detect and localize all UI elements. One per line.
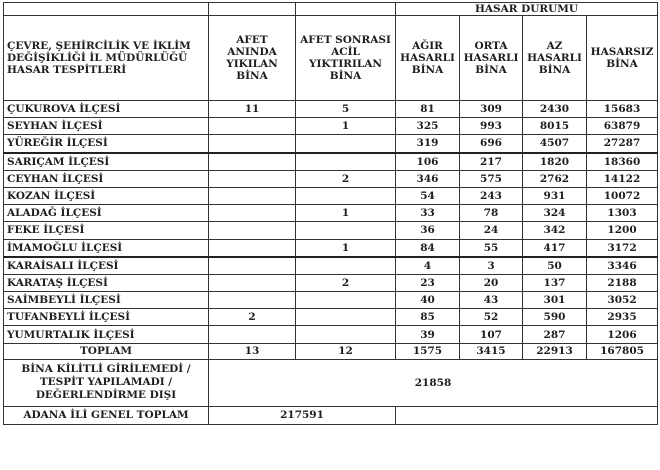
demolish-count: 2 (296, 274, 396, 291)
demolish-count: 1 (296, 239, 396, 257)
heavy-count: 346 (396, 170, 460, 187)
grand-total-empty (396, 406, 658, 424)
light-count: 2430 (523, 101, 587, 118)
undamaged-count: 63879 (587, 118, 658, 135)
heavy-count: 84 (396, 239, 460, 257)
header-empty-2 (209, 3, 296, 16)
collapsed-count (209, 326, 296, 343)
heavy-count: 33 (396, 205, 460, 222)
heavy-count: 39 (396, 326, 460, 343)
district-name: KARATAŞ İLÇESİ (4, 274, 209, 291)
undamaged-count: 10072 (587, 187, 658, 204)
undamaged-count: 3346 (587, 257, 658, 275)
district-name: ÇUKUROVA İLÇESİ (4, 101, 209, 118)
inaccessible-label: BİNA KİLİTLİ GİRİLEMEDİ / TESPİT YAPILAMADI / DEĞERLENDİRME DIŞI (4, 359, 209, 406)
medium-count: 43 (460, 292, 523, 309)
undamaged-header: HASARSIZ BİNA (587, 16, 658, 101)
district-row (4, 222, 658, 239)
district-rows (4, 101, 658, 344)
heavy-count: 4 (396, 257, 460, 275)
district-row (4, 101, 658, 118)
collapsed-count: 11 (209, 101, 296, 118)
undamaged-count: 27287 (587, 135, 658, 153)
district-name: SARIÇAM İLÇESİ (4, 153, 209, 171)
medium-count: 3 (460, 257, 523, 275)
light-count: 1820 (523, 153, 587, 171)
medium-count: 575 (460, 170, 523, 187)
undamaged-count: 15683 (587, 101, 658, 118)
collapsed-count (209, 292, 296, 309)
medium-count: 52 (460, 309, 523, 326)
total-heavy: 1575 (396, 343, 460, 359)
medium-count: 24 (460, 222, 523, 239)
medium-count: 20 (460, 274, 523, 291)
district-row (4, 292, 658, 309)
undamaged-count: 18360 (587, 153, 658, 171)
total-undamaged: 167805 (587, 343, 658, 359)
demolish-count: 2 (296, 170, 396, 187)
district-row (4, 274, 658, 291)
damage-status-group-header: HASAR DURUMU (396, 3, 658, 16)
light-count: 4507 (523, 135, 587, 153)
collapsed-count (209, 222, 296, 239)
heavy-count: 325 (396, 118, 460, 135)
grand-total-row (4, 406, 658, 424)
collapsed-count: 2 (209, 309, 296, 326)
light-count: 287 (523, 326, 587, 343)
district-name: KARAİSALI İLÇESİ (4, 257, 209, 275)
district-row (4, 257, 658, 275)
heavy-count: 40 (396, 292, 460, 309)
district-row (4, 170, 658, 187)
header-empty-3 (296, 3, 396, 16)
header-main-row (4, 16, 658, 101)
demolish-count (296, 153, 396, 171)
medium-count: 78 (460, 205, 523, 222)
collapsed-count (209, 205, 296, 222)
district-name: KOZAN İLÇESİ (4, 187, 209, 204)
light-damage-header: AZ HASARLI BİNA (523, 16, 587, 101)
heavy-damage-header: AĞIR HASARLI BİNA (396, 16, 460, 101)
district-name: ALADAĞ İLÇESİ (4, 205, 209, 222)
light-count: 590 (523, 309, 587, 326)
medium-count: 309 (460, 101, 523, 118)
total-demolish: 12 (296, 343, 396, 359)
district-row (4, 205, 658, 222)
heavy-count: 23 (396, 274, 460, 291)
medium-damage-header: ORTA HASARLI BİNA (460, 16, 523, 101)
undamaged-count: 3172 (587, 239, 658, 257)
light-count: 50 (523, 257, 587, 275)
medium-count: 217 (460, 153, 523, 171)
header-top-row (4, 3, 658, 16)
district-name: SAİMBEYLİ İLÇESİ (4, 292, 209, 309)
demolish-count (296, 187, 396, 204)
light-count: 8015 (523, 118, 587, 135)
medium-count: 243 (460, 187, 523, 204)
demolish-count (296, 257, 396, 275)
header-empty-1 (4, 3, 209, 16)
district-name: FEKE İLÇESİ (4, 222, 209, 239)
district-row (4, 326, 658, 343)
district-name: YÜREĞİR İLÇESİ (4, 135, 209, 153)
undamaged-count: 1200 (587, 222, 658, 239)
light-count: 2762 (523, 170, 587, 187)
collapsed-count (209, 153, 296, 171)
demolish-header: AFET SONRASI ACİL YIKTIRILAN BİNA (296, 16, 396, 101)
district-row (4, 153, 658, 171)
damage-assessment-table (3, 2, 658, 425)
district-row (4, 309, 658, 326)
district-name: TUFANBEYLİ İLÇESİ (4, 309, 209, 326)
inaccessible-value: 21858 (209, 359, 658, 406)
demolish-count (296, 326, 396, 343)
heavy-count: 81 (396, 101, 460, 118)
heavy-count: 85 (396, 309, 460, 326)
undamaged-count: 2935 (587, 309, 658, 326)
demolish-count: 5 (296, 101, 396, 118)
undamaged-count: 1206 (587, 326, 658, 343)
collapsed-count (209, 274, 296, 291)
district-name: SEYHAN İLÇESİ (4, 118, 209, 135)
light-count: 931 (523, 187, 587, 204)
medium-count: 55 (460, 239, 523, 257)
org-title-header: ÇEVRE, ŞEHİRCİLİK VE İKLİM DEĞİŞİKLİĞİ İL MÜDÜRLÜĞÜ HASAR TESPİTLERİ (4, 16, 209, 101)
grand-total-value: 217591 (209, 406, 396, 424)
light-count: 301 (523, 292, 587, 309)
collapsed-count (209, 118, 296, 135)
light-count: 417 (523, 239, 587, 257)
damage-table-container (3, 2, 657, 468)
collapsed-header: AFET ANINDA YIKILAN BİNA (209, 16, 296, 101)
medium-count: 107 (460, 326, 523, 343)
inaccessible-row (4, 359, 658, 406)
district-name: YUMURTALIK İLÇESİ (4, 326, 209, 343)
demolish-count (296, 309, 396, 326)
district-row (4, 135, 658, 153)
demolish-count (296, 292, 396, 309)
demolish-count: 1 (296, 205, 396, 222)
total-medium: 3415 (460, 343, 523, 359)
collapsed-count (209, 239, 296, 257)
collapsed-count (209, 257, 296, 275)
total-row (4, 343, 658, 359)
district-row (4, 239, 658, 257)
medium-count: 993 (460, 118, 523, 135)
undamaged-count: 1303 (587, 205, 658, 222)
district-name: İMAMOĞLU İLÇESİ (4, 239, 209, 257)
district-name: CEYHAN İLÇESİ (4, 170, 209, 187)
light-count: 137 (523, 274, 587, 291)
demolish-count (296, 222, 396, 239)
undamaged-count: 14122 (587, 170, 658, 187)
total-light: 22913 (523, 343, 587, 359)
heavy-count: 319 (396, 135, 460, 153)
undamaged-count: 3052 (587, 292, 658, 309)
grand-total-label: ADANA İLİ GENEL TOPLAM (4, 406, 209, 424)
undamaged-count: 2188 (587, 274, 658, 291)
collapsed-count (209, 187, 296, 204)
light-count: 342 (523, 222, 587, 239)
demolish-count: 1 (296, 118, 396, 135)
heavy-count: 36 (396, 222, 460, 239)
district-row (4, 118, 658, 135)
total-collapsed: 13 (209, 343, 296, 359)
medium-count: 696 (460, 135, 523, 153)
heavy-count: 106 (396, 153, 460, 171)
demolish-count (296, 135, 396, 153)
total-label: TOPLAM (4, 343, 209, 359)
collapsed-count (209, 170, 296, 187)
district-row (4, 187, 658, 204)
heavy-count: 54 (396, 187, 460, 204)
collapsed-count (209, 135, 296, 153)
light-count: 324 (523, 205, 587, 222)
